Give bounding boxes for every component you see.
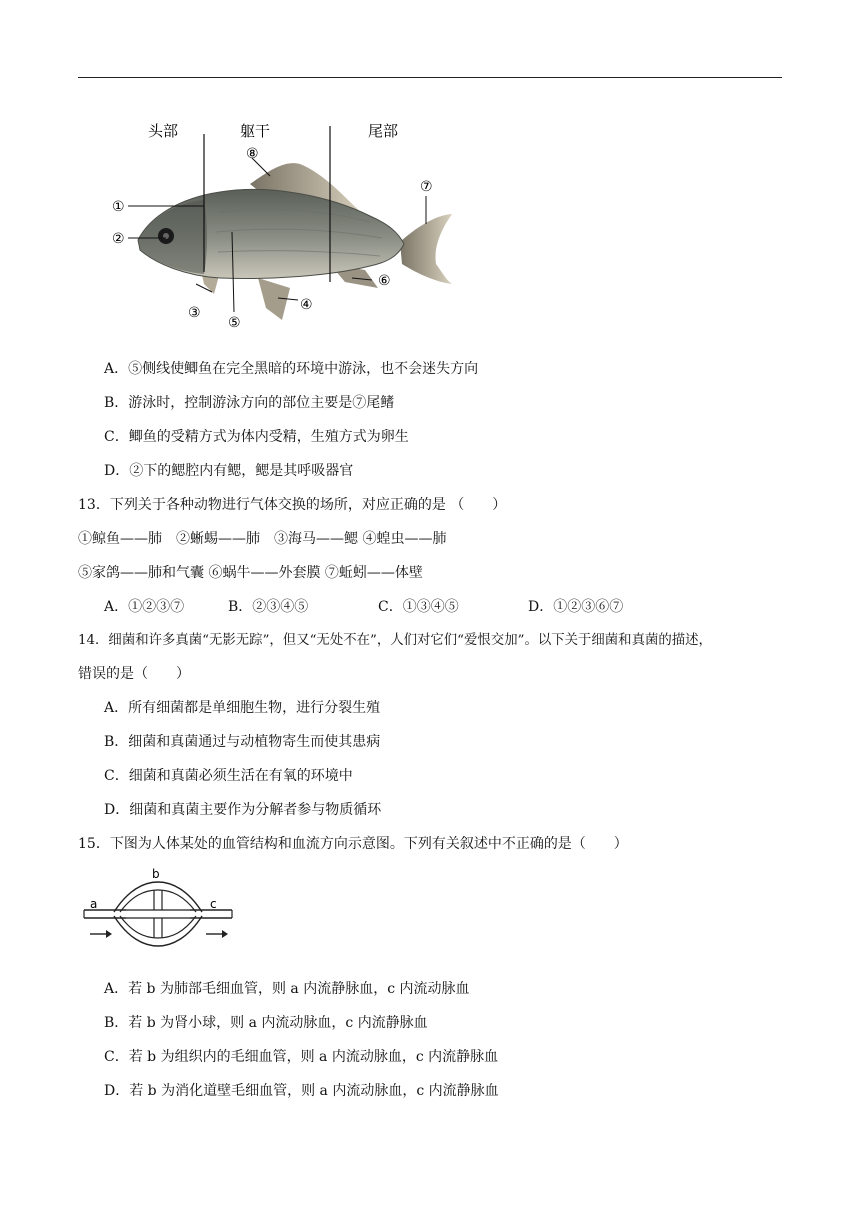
tail-fin [400,214,452,284]
vessel-label-b: b [152,868,160,881]
q13-items-line2: ⑤家鸽——肺和气囊 ⑥蜗牛——外套膜 ⑦蚯蚓——体壁 [78,565,423,581]
marker-2: ② [112,231,125,247]
marker-7: ⑦ [420,179,433,195]
fish-diagram [100,112,470,334]
marker-3: ③ [188,305,201,321]
q13-choice-c: C．①③④⑤ [378,599,459,615]
q12-option-b: B．游泳时，控制游泳方向的部位主要是⑦尾鳍 [104,395,395,411]
marker-5: ⑤ [228,315,241,331]
blood-vessel-diagram [82,868,238,948]
vessel-label-a: a [90,897,98,911]
q14-option-d: D．细菌和真菌主要作为分解者参与物质循环 [104,802,382,818]
q14-stem-line2: 错误的是（ ） [78,666,190,682]
q13-stem: 13．下列关于各种动物进行气体交换的场所，对应正确的是 （ ） [78,497,507,513]
header-rule [78,77,782,78]
q15-option-d: D．若 b 为消化道壁毛细血管，则 a 内流动脉血，c 内流静脉血 [104,1083,499,1099]
q14-stem-line1: 14．细菌和许多真菌“无影无踪”，但又“无处不在”，人们对它们“爱恨交加”。以下关于细菌和真菌的描述， [78,633,712,648]
q12-option-c: C．鲫鱼的受精方式为体内受精，生殖方式为卵生 [104,429,409,445]
head-label: 头部 [148,122,179,140]
marker-4: ④ [300,297,313,313]
q13-items-line1: ①鲸鱼——肺 ②蜥蜴——肺 ③海马——鳃 ④蝗虫——肺 [78,531,447,547]
marker-6: ⑥ [378,273,391,289]
q12-option-a: A．⑤侧线使鲫鱼在完全黑暗的环境中游泳，也不会迷失方向 [104,361,479,377]
q15-stem: 15．下图为人体某处的血管结构和血流方向示意图。下列有关叙述中不正确的是（ ） [78,836,628,852]
q14-option-a: A．所有细菌都是单细胞生物，进行分裂生殖 [104,700,381,716]
q14-option-b: B．细菌和真菌通过与动植物寄生而使其患病 [104,734,381,750]
trunk-label: 躯干 [240,122,271,140]
q15-option-c: C．若 b 为组织内的毛细血管，则 a 内流动脉血，c 内流静脉血 [104,1049,499,1065]
flow-arrow-left-icon [90,930,112,938]
q13-choice-d: D．①②③⑥⑦ [528,599,624,615]
vessel-label-c: c [210,897,217,911]
q13-choice-b: B．②③④⑤ [228,599,309,615]
q15-option-b: B．若 b 为肾小球，则 a 内流动脉血，c 内流静脉血 [104,1015,428,1031]
flow-arrow-right-icon [206,930,228,938]
marker-8: ⑧ [246,146,259,162]
q14-option-c: C．细菌和真菌必须生活在有氧的环境中 [104,768,353,784]
q12-option-d: D．②下的鳃腔内有鳃，鳃是其呼吸器官 [104,463,354,479]
tail-label: 尾部 [368,122,399,140]
q15-option-a: A．若 b 为肺部毛细血管，则 a 内流静脉血，c 内流动脉血 [104,981,470,997]
q13-choice-a: A．①②③⑦ [104,599,185,615]
marker-1: ① [112,199,125,215]
